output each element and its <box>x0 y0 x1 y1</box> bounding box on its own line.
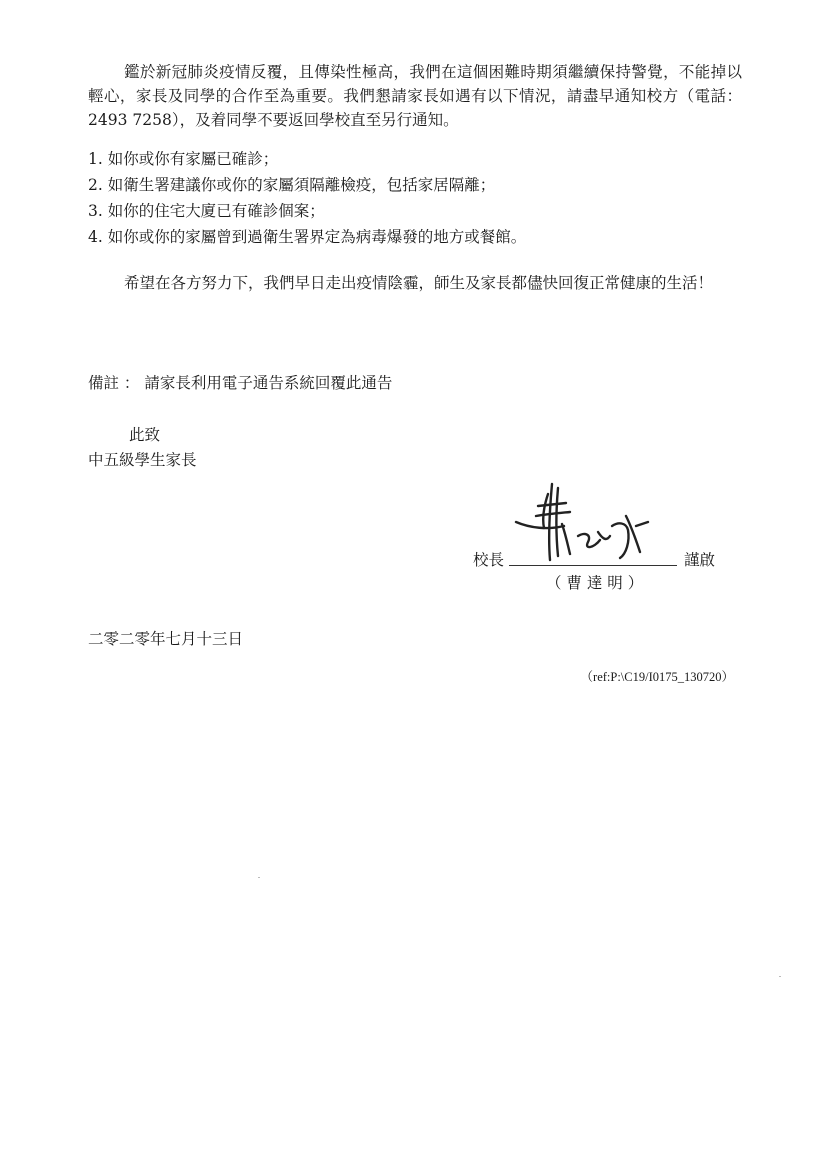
salutation: 此致 <box>129 426 161 444</box>
list-item: 3. 如你的住宅大廈已有確診個案； <box>88 202 325 220</box>
signature-line <box>509 565 677 566</box>
reference-code: （ref:P:\C19/I0175_130720） <box>580 670 734 684</box>
list-item: 4. 如你或你的家屬曾到過衛生署界定為病毒爆發的地方或餐館。 <box>88 228 527 246</box>
remark-note: 備註 ： 請家長利用電子通告系統回覆此通告 <box>88 374 393 392</box>
scan-speck <box>779 976 781 977</box>
principal-title: 校長 <box>473 551 505 569</box>
principal-name: （ 曹 達 明 ） <box>546 574 644 592</box>
recipient: 中五級學生家長 <box>88 451 197 469</box>
principal-signature <box>508 466 678 566</box>
letter-date: 二零二零年七月十三日 <box>88 630 244 648</box>
respectfully-label: 謹啟 <box>684 551 716 569</box>
conditions-list <box>88 146 526 250</box>
list-item: 2. 如衛生署建議你或你的家屬須隔離檢疫，包括家居隔離； <box>88 176 496 194</box>
paragraph-hope: 希望在各方努力下，我們早日走出疫情陰霾，師生及家長都儘快回復正常健康的生活！ <box>124 274 714 292</box>
scan-speck <box>258 877 260 878</box>
list-item: 1. 如你或你有家屬已確診； <box>88 150 279 168</box>
paragraph-intro: 鑑於新冠肺炎疫情反覆，且傳染性極高，我們在這個困難時期須繼續保持警覺，不能掉以輕心，家長及同學的合作至為重要。我們懇請家長如遇有以下情況，請盡早通知校方（電話：2493 7258），及着同學不要返回學校直至另行通知。 <box>88 63 742 129</box>
